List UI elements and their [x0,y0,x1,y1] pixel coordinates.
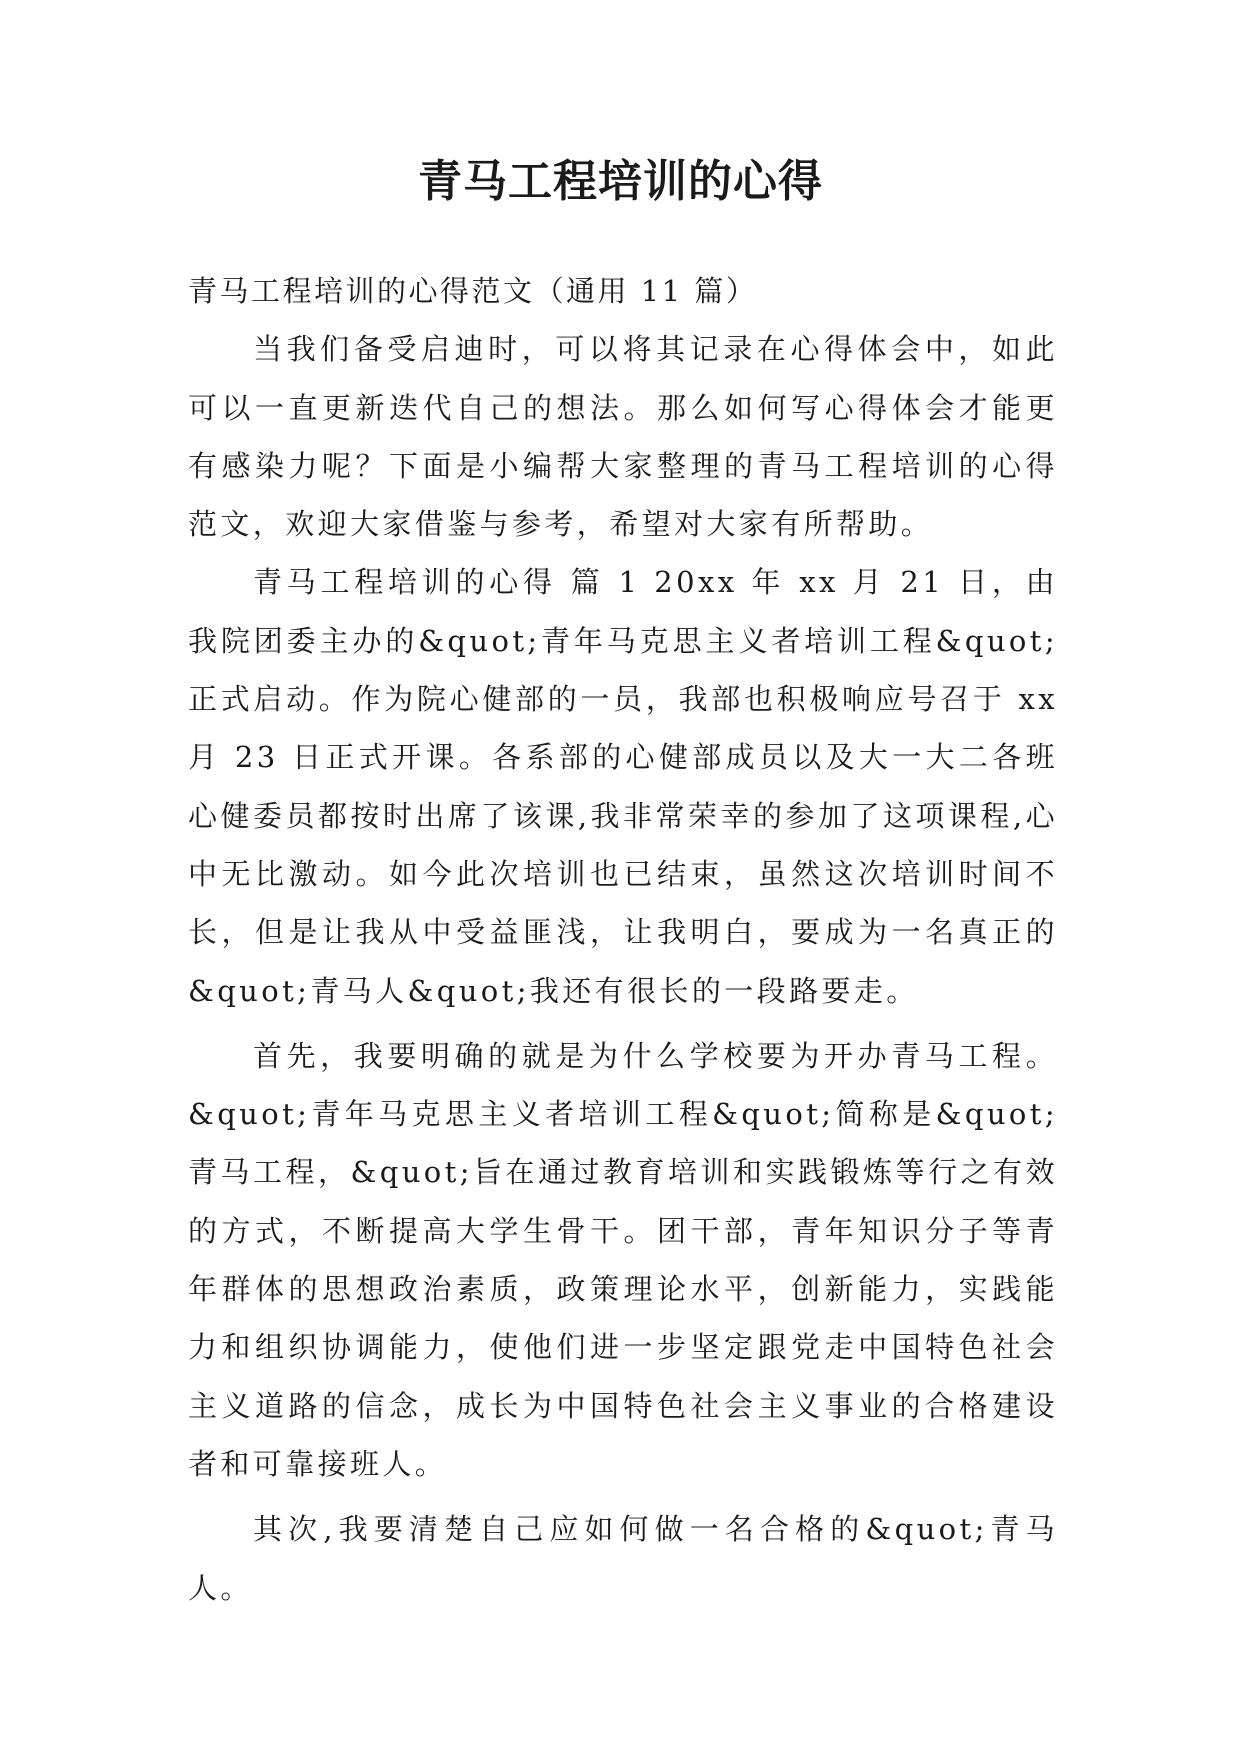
chapter-1-paragraph: 青马工程培训的心得 篇 1 20xx 年 xx 月 21 日，由我院团委主办的&quot;青年马克思主义者培训工程&quot;正式启动。作为院心健部的一员，我部也积极响应号召于 xx 月 23 日正式开课。各系部的心健部成员以及大一大二各班心健委员都按时出席了该课,我非常荣幸的参加了这项课程,心中无比激动。如今此次培训也已结束，虽然这次培训时间不长，但是让我从中受益匪浅，让我明白，要成为一名真正的&quot;青马人&quot;我还有很长的一段路要走。 [188,565,1058,1008]
intro-paragraph: 当我们备受启迪时，可以将其记录在心得体会中，如此可以一直更新迭代自己的想法。那么如何写心得体会才能更有感染力呢？下面是小编帮大家整理的青马工程培训的心得范文，欢迎大家借鉴与参考，希望对大家有所帮助。 [188,332,1058,542]
document-subtitle: 青马工程培训的心得范文（通用 11 篇） [188,274,758,308]
second-point-paragraph: 其次,我要清楚自己应如何做一名合格的&quot;青马人。 [188,1512,1058,1605]
document-body [188,262,1058,1617]
document-title: 青马工程培训的心得 [418,156,823,207]
first-point-paragraph: 首先，我要明确的就是为什么学校要为开办青马工程。&quot;青年马克思主义者培训工程&quot;简称是&quot;青马工程，&quot;旨在通过教育培训和实践锻炼等行之有效的方式，不断提高大学生骨干。团干部，青年知识分子等青年群体的思想政治素质，政策理论水平，创新能力，实践能力和组织协调能力，使他们进一步坚定跟党走中国特色社会主义道路的信念，成长为中国特色社会主义事业的合格建设者和可靠接班人。 [188,1038,1058,1481]
